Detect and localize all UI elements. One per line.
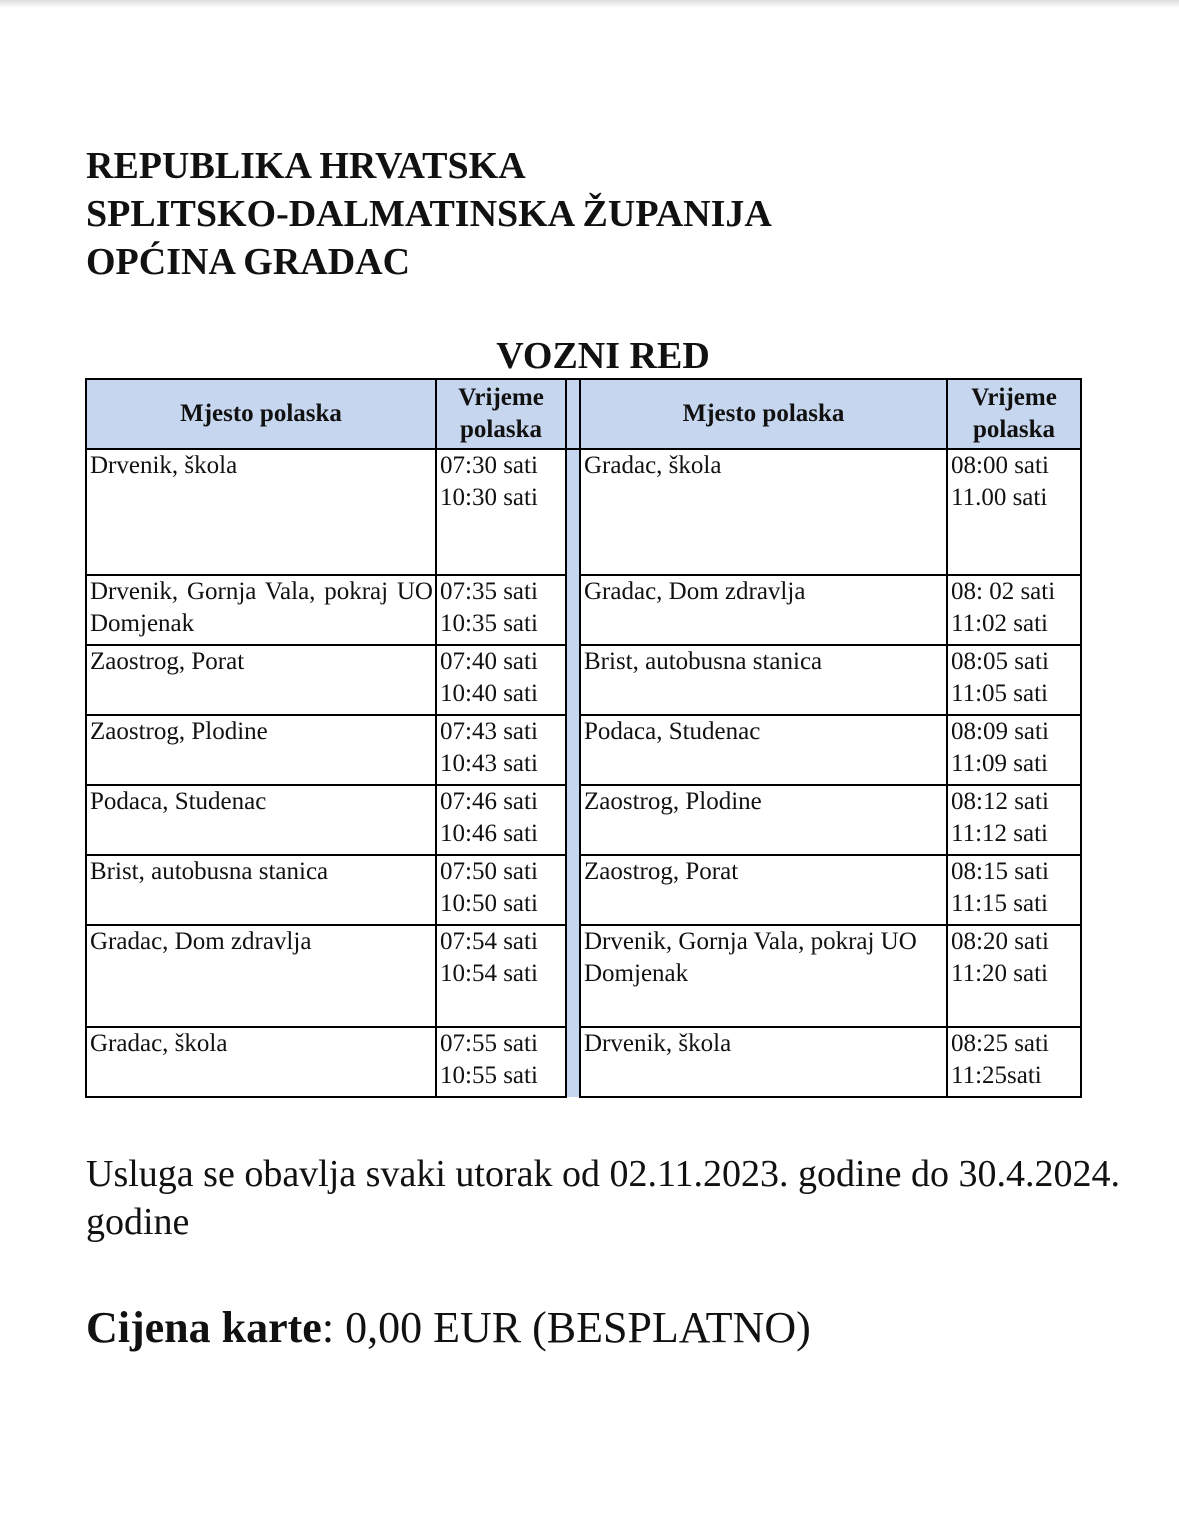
time-left: 07:40 sati 10:40 sati <box>436 645 566 715</box>
place-left: Podaca, Studenac <box>86 785 436 855</box>
header-line-municipality: OPĆINA GRADAC <box>86 241 411 283</box>
place-right: Gradac, škola <box>580 449 947 575</box>
header-line-county: SPLITSKO-DALMATINSKA ŽUPANIJA <box>86 193 772 235</box>
column-separator <box>566 645 580 715</box>
time-left: 07:46 sati 10:46 sati <box>436 785 566 855</box>
time-left: 07:30 sati 10:30 sati <box>436 449 566 575</box>
place-left: Gradac, Dom zdravlja <box>86 925 436 1027</box>
timetable-header-row <box>86 379 1081 449</box>
time-left: 07:35 sati 10:35 sati <box>436 575 566 645</box>
time-right: 08:00 sati 11.00 sati <box>947 449 1081 575</box>
table-row <box>86 785 1081 855</box>
page-title: VOZNI RED <box>496 335 710 377</box>
time-right: 08:12 sati 11:12 sati <box>947 785 1081 855</box>
place-right: Zaostrog, Porat <box>580 855 947 925</box>
time-left: 07:50 sati 10:50 sati <box>436 855 566 925</box>
time-left: 07:55 sati 10:55 sati <box>436 1027 566 1097</box>
place-right: Gradac, Dom zdravlja <box>580 575 947 645</box>
column-separator <box>566 1027 580 1097</box>
service-note: Usluga se obavlja svaki utorak od 02.11.2023. godine do 30.4.2024. godine <box>86 1153 1120 1243</box>
column-separator <box>566 715 580 785</box>
time-left: 07:54 sati 10:54 sati <box>436 925 566 1027</box>
place-left: Zaostrog, Porat <box>86 645 436 715</box>
header-departure-place-right: Mjesto polaska <box>580 379 947 449</box>
header-departure-place-left: Mjesto polaska <box>86 379 436 449</box>
table-row <box>86 715 1081 785</box>
timetable <box>85 378 1082 1098</box>
time-right: 08:15 sati 11:15 sati <box>947 855 1081 925</box>
time-right: 08:09 sati 11:09 sati <box>947 715 1081 785</box>
ticket-price-label: Cijena karte <box>86 1303 322 1352</box>
time-right: 08:05 sati 11:05 sati <box>947 645 1081 715</box>
table-row <box>86 645 1081 715</box>
table-row <box>86 855 1081 925</box>
time-right: 08:20 sati 11:20 sati <box>947 925 1081 1027</box>
place-left: Drvenik, Gornja Vala, pokraj UO Domjenak <box>86 575 436 645</box>
time-right: 08: 02 sati 11:02 sati <box>947 575 1081 645</box>
place-right: Drvenik, Gornja Vala, pokraj UO Domjenak <box>580 925 947 1027</box>
place-right: Drvenik, škola <box>580 1027 947 1097</box>
place-left: Zaostrog, Plodine <box>86 715 436 785</box>
place-left: Gradac, škola <box>86 1027 436 1097</box>
time-left: 07:43 sati 10:43 sati <box>436 715 566 785</box>
ticket-price <box>86 1302 811 1354</box>
column-separator <box>566 449 580 575</box>
table-row <box>86 575 1081 645</box>
column-separator <box>566 925 580 1027</box>
place-right: Brist, autobusna stanica <box>580 645 947 715</box>
column-separator <box>566 785 580 855</box>
place-right: Podaca, Studenac <box>580 715 947 785</box>
column-separator <box>566 855 580 925</box>
header-departure-time-left: Vrijeme polaska <box>436 379 566 449</box>
document-header <box>86 142 772 286</box>
top-shadow-bar <box>0 0 1179 8</box>
header-departure-time-right: Vrijeme polaska <box>947 379 1081 449</box>
column-separator <box>566 379 580 449</box>
ticket-price-value: : 0,00 EUR (BESPLATNO) <box>321 1303 811 1352</box>
place-left: Brist, autobusna stanica <box>86 855 436 925</box>
time-right: 08:25 sati 11:25sati <box>947 1027 1081 1097</box>
place-right: Zaostrog, Plodine <box>580 785 947 855</box>
place-left: Drvenik, škola <box>86 449 436 575</box>
table-row <box>86 1027 1081 1097</box>
table-row <box>86 925 1081 1027</box>
column-separator <box>566 575 580 645</box>
header-line-republic: REPUBLIKA HRVATSKA <box>86 145 526 187</box>
table-row <box>86 449 1081 575</box>
